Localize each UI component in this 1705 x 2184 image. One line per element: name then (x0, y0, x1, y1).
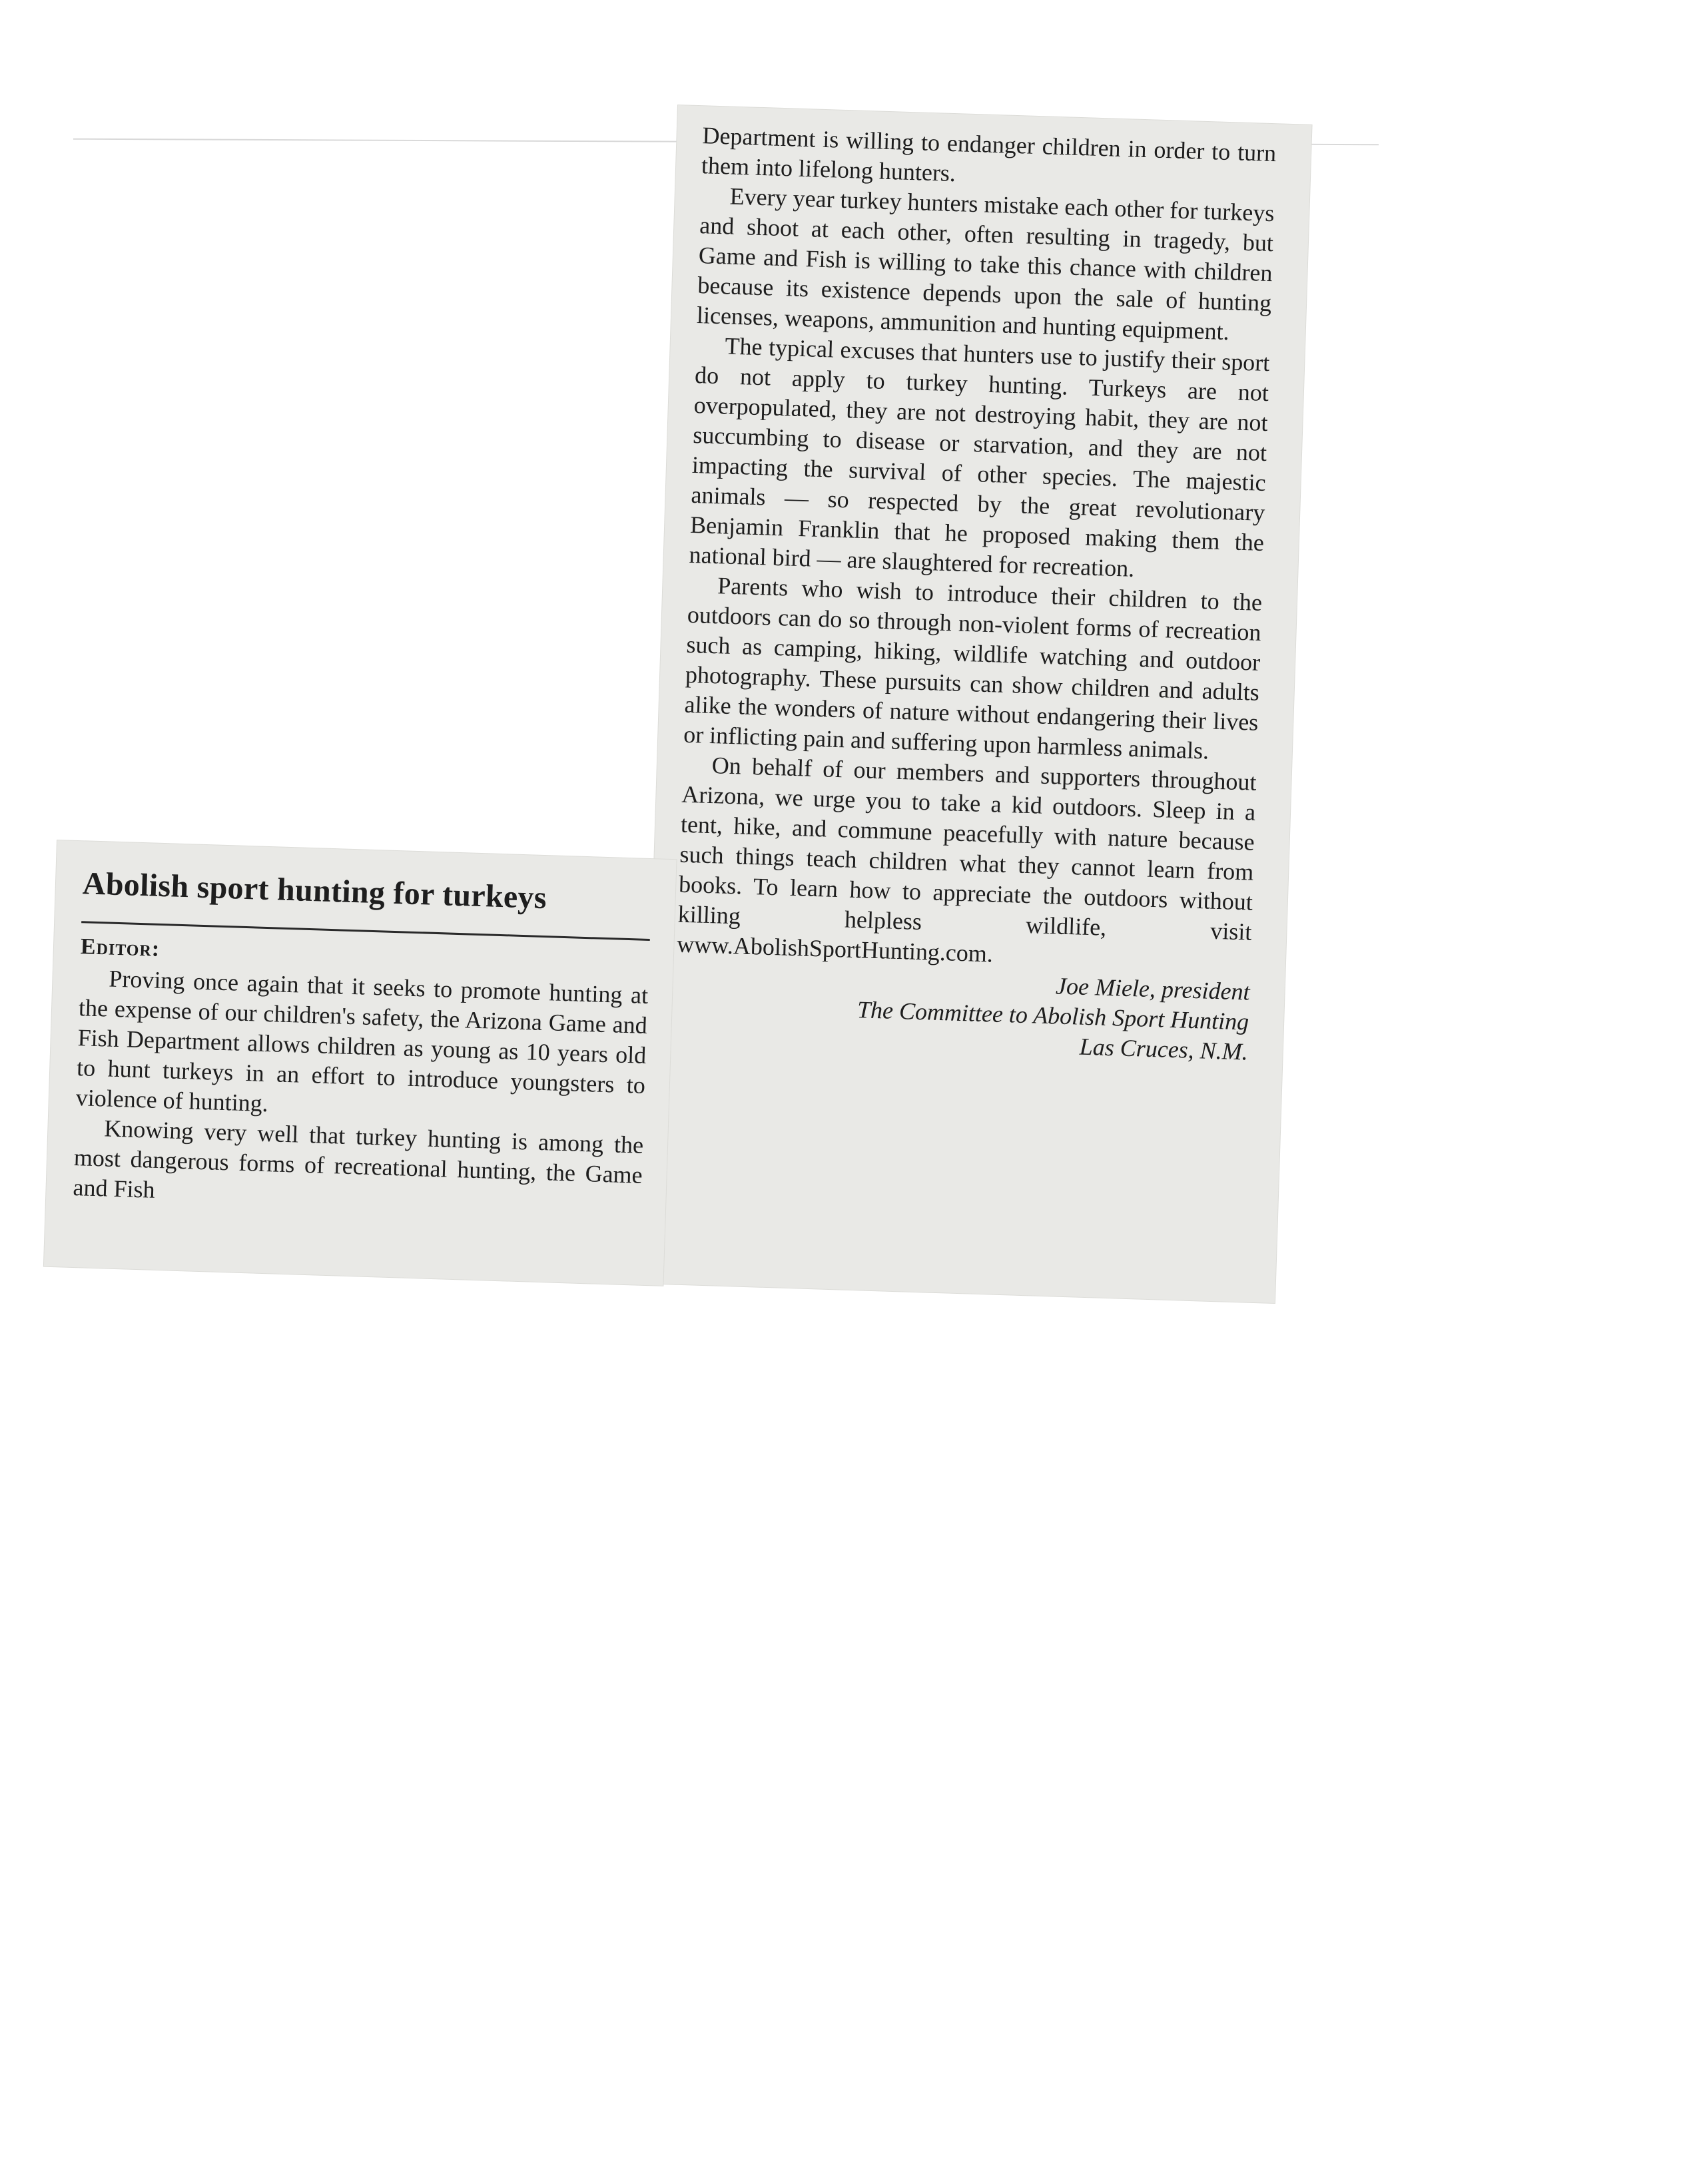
paragraph-knowing: Knowing very well that turkey hunting is among the most dangerous forms of recreational hunting, the Game and Fish (73, 1115, 644, 1203)
paragraph-parents: Parents who wish to introduce their children to the outdoors can do so through non-violent forms of recreation such as camping, hiking, wildlife watching and outdoor photography. These pursuits can show children and adults alike the wonders of nature without endangering their lives or inflicting pain and suffering upon harmless animals. (683, 572, 1263, 764)
letter-headline: Abolish sport hunting for turkeys (82, 866, 547, 916)
signature-block (673, 959, 1250, 1067)
signature-name: Joe Miele, president (1055, 972, 1251, 1005)
paragraph-turkey-hunters: Every year turkey hunters mistake each other for turkeys and shoot at each other, often resulting in tragedy, but Game and Fish is willing to take this chance with children because its existence depends upon the sale of hunting licenses, weapons, ammunition and hunting equipment. (696, 182, 1275, 346)
paragraph-proving: Proving once again that it seeks to promote hunting at the expense of our children's safety, the Arizona Game and Fish Department allows children as young as 10 years old to hunt turkeys in an effort to introduce youngsters to violence of hunting. (75, 965, 649, 1117)
clipping-left-column (44, 840, 677, 1286)
right-column-text (677, 121, 1277, 977)
paragraph-on-behalf: On behalf of our members and supporters throughout Arizona, we urge you to take a kid outdoors. Sleep in a tent, hike, and commune peacefully with nature because such things teach children what they cannot learn from books. To learn how to appreciate the outdoors without killing helpless wildlife, visit www.AbolishSportHunting.com. (676, 752, 1257, 967)
paragraph-typical-excuses: The typical excuses that hunters use to justify their sport do not apply to turkey hunting. Turkeys are not overpopulated, they are not destroying habit, they are not succumbing to disease or starvation, and they are not impacting the survival of other species. The majestic animals — so respected by the great revolutionary Benjamin Franklin that he proposed making them the national bird — are slaughtered for recreation. (689, 332, 1270, 582)
clipping-right-column (641, 105, 1311, 1303)
salutation: Editor: (80, 934, 161, 961)
signature-organization: The Committee to Abolish Sport Hunting (856, 996, 1249, 1035)
left-column-text (73, 963, 649, 1221)
signature-location: Las Cruces, N.M. (1079, 1033, 1249, 1065)
continuation-paragraph: Department is willing to endanger children in order to turn them into lifelong hunters. (701, 122, 1277, 187)
